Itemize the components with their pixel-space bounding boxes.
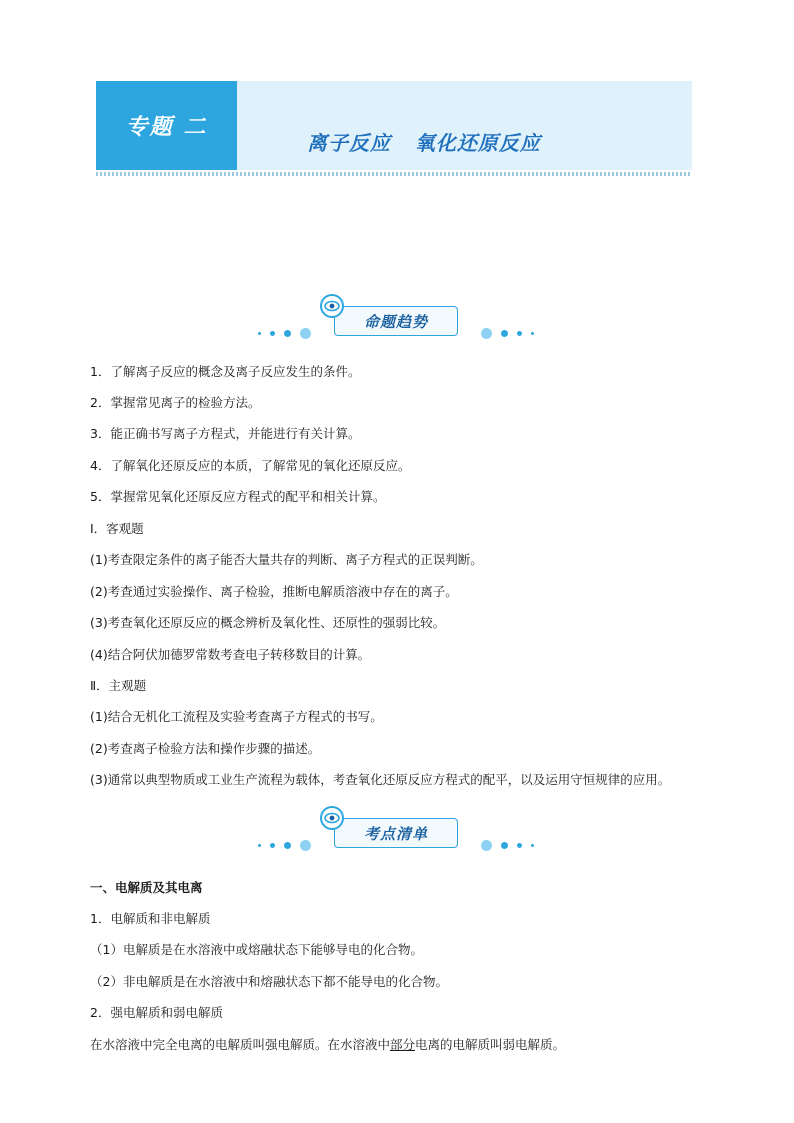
list-item: （2）非电解质是在水溶液中和熔融状态下都不能导电的化合物。 [90, 974, 448, 989]
list-item: 2．掌握常见离子的检验方法。 [90, 395, 261, 410]
section-heading: 一、电解质及其电离 [90, 880, 203, 895]
eye-icon [320, 294, 344, 318]
topic-banner [96, 81, 692, 170]
list-item: （1）电解质是在水溶液中或熔融状态下能够导电的化合物。 [90, 942, 423, 957]
list-item: 1．了解离子反应的概念及离子反应发生的条件。 [90, 364, 361, 379]
list-item: (2)考查离子检验方法和操作步骤的描述。 [90, 741, 321, 756]
underlined-term: 部分 [390, 1037, 416, 1052]
list-item: (1)结合无机化工流程及实验考查离子方程式的书写。 [90, 709, 383, 724]
list-item: 5．掌握常见氧化还原反应方程式的配平和相关计算。 [90, 489, 386, 504]
decorative-dots [481, 840, 534, 851]
banner-divider [96, 172, 692, 176]
topic-title: 离子反应 氧化还原反应 [307, 131, 541, 155]
decorative-dots [258, 328, 311, 339]
decorative-dots [258, 840, 311, 851]
list-item: 3．能正确书写离子方程式，并能进行有关计算。 [90, 426, 361, 441]
topic-label: 专题 二 [96, 81, 237, 170]
list-item: 4．了解氧化还原反应的本质，了解常见的氧化还原反应。 [90, 458, 411, 473]
paragraph-text: 在水溶液中完全电离的电解质叫强电解质。在水溶液中 [90, 1037, 391, 1052]
banner-title-area [237, 81, 692, 170]
paragraph-text: 电离的电解质叫弱电解质。 [415, 1037, 566, 1052]
list-item: (3)考查氧化还原反应的概念辨析及氧化性、还原性的强弱比较。 [90, 615, 446, 630]
list-item: (4)结合阿伏加德罗常数考查电子转移数目的计算。 [90, 647, 371, 662]
section-title-trend: 命题趋势 [334, 306, 458, 336]
section-badge-trend [258, 292, 534, 342]
list-item: 1．电解质和非电解质 [90, 911, 211, 926]
paragraph [90, 1037, 565, 1052]
list-item: Ⅰ．客观题 [90, 521, 144, 536]
eye-icon [320, 806, 344, 830]
section-badge-points [258, 804, 534, 854]
list-item: (1)考查限定条件的离子能否大量共存的判断、离子方程式的正误判断。 [90, 552, 483, 567]
list-item: 2．强电解质和弱电解质 [90, 1005, 223, 1020]
decorative-dots [481, 328, 534, 339]
list-item: Ⅱ．主观题 [90, 678, 147, 693]
section-title-points: 考点清单 [334, 818, 458, 848]
list-item: (3)通常以典型物质或工业生产流程为载体，考查氧化还原反应方程式的配平，以及运用守恒规律的应用。 [90, 772, 671, 787]
list-item: (2)考查通过实验操作、离子检验，推断电解质溶液中存在的离子。 [90, 584, 458, 599]
